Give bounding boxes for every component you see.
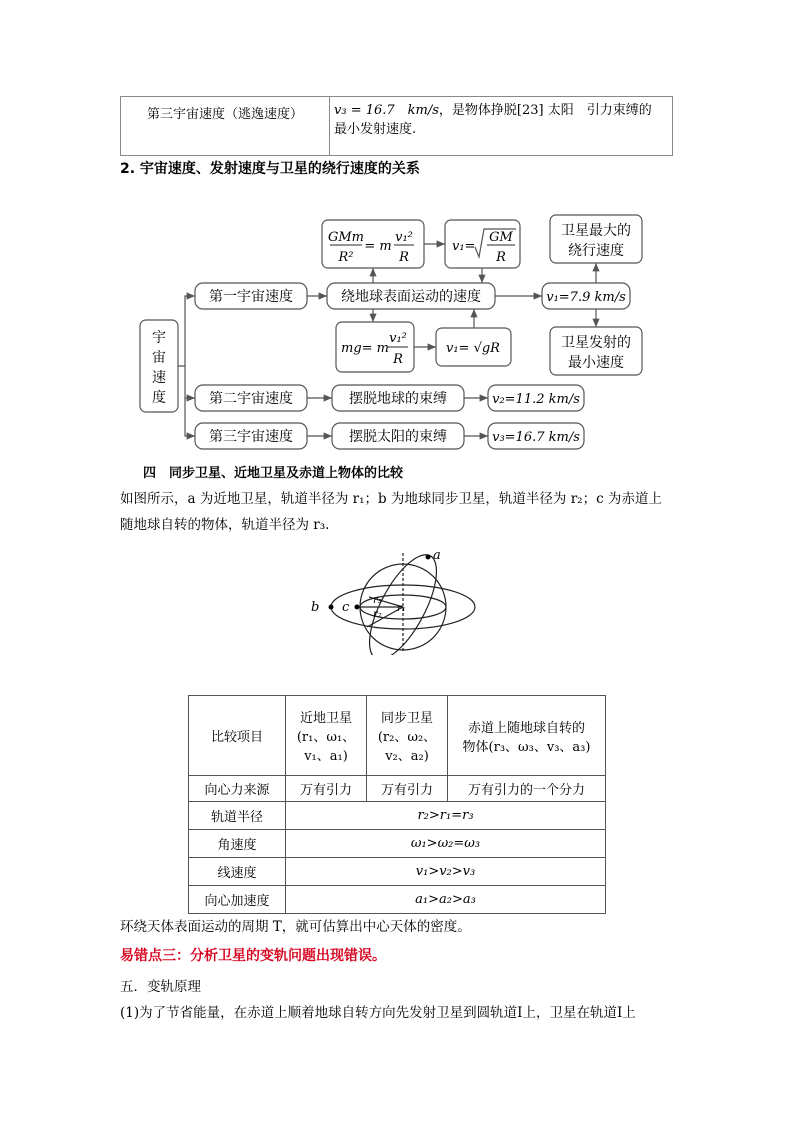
cosmic-velocity-diagram xyxy=(130,205,650,455)
row-force-near: 万有引力 xyxy=(286,776,367,802)
third-cosmic-velocity-desc xyxy=(330,97,673,156)
header-synchronous-title: 同步卫星 xyxy=(380,711,433,726)
v2-value: v₂=11.2 km/s xyxy=(492,392,580,407)
header-synchronous-sub1: (r₂、ω₂、 xyxy=(377,730,437,745)
header-near-earth-sub1: (r₁、ω₁、 xyxy=(296,730,356,745)
row-omega-value: ω₁>ω₂=ω₃ xyxy=(286,830,606,858)
header-equator-object xyxy=(448,696,606,776)
object-b-dot xyxy=(329,605,334,610)
root-char-3: 速 xyxy=(152,370,166,386)
section5-line1: (1)为了节省能量，在赤道上顺着地球自转方向先发射卫星到圆轨道Ⅰ上，卫星在轨道Ⅰ上 xyxy=(120,1005,636,1021)
header-near-earth-title: 近地卫星 xyxy=(299,711,352,726)
row-speed-value: v₁>v₂>v₃ xyxy=(286,858,606,886)
eq2-lhs: v₁= xyxy=(452,239,476,254)
label-a: a xyxy=(433,548,441,563)
min-launch-line2: 最小速度 xyxy=(568,355,624,371)
label-c: c xyxy=(342,600,350,615)
max-orbit-line1: 卫星最大的 xyxy=(561,223,631,239)
row-omega-label: 角速度 xyxy=(189,830,286,858)
desc-line2: 最小发射速度. xyxy=(334,122,417,137)
eq1-num: GMm xyxy=(327,230,365,245)
root-char-2: 宙 xyxy=(152,350,166,366)
section2-title: 2. 宇宙速度、发射速度与卫星的绕行速度的关系 xyxy=(120,161,420,177)
intro-line2: 随地球自转的物体，轨道半径为 r₃. xyxy=(120,517,330,533)
eq1-frac-num: v₁² xyxy=(395,230,413,245)
row-accel-label: 向心加速度 xyxy=(189,886,286,914)
third-cosmic-velocity-label: 第三宇宙速度（逃逸速度） xyxy=(121,97,330,156)
section5-title: 五．变轨原理 xyxy=(120,979,201,995)
v2-label: 第二宇宙速度 xyxy=(209,391,293,407)
object-c-dot xyxy=(355,605,360,610)
row-accel-value: a₁>a₂>a₃ xyxy=(286,886,606,914)
max-orbit-line2: 绕行速度 xyxy=(568,243,624,259)
v3-value: v₃=16.7 km/s xyxy=(492,430,580,445)
orbit-figure xyxy=(305,545,485,655)
header-near-earth-sub2: v₁、a₁) xyxy=(304,749,348,764)
section4-title: 四 同步卫星、近地卫星及赤道上物体的比较 xyxy=(143,466,404,481)
label-r3: r₃ xyxy=(373,595,382,606)
satellite-a-dot xyxy=(426,555,431,560)
row-speed-label: 线速度 xyxy=(189,858,286,886)
eq1-rhs: = m xyxy=(364,239,392,254)
min-launch-line1: 卫星发射的 xyxy=(561,335,631,351)
escape-earth-label: 摆脱地球的束缚 xyxy=(349,391,447,407)
desc-line1: ，是物体挣脱[23] 太阳 引力束缚的 xyxy=(438,103,652,118)
comparison-table xyxy=(188,695,606,914)
eq1-frac-den: R xyxy=(399,250,409,265)
eq3-lhs: mg= m xyxy=(341,341,390,356)
escape-velocity-table xyxy=(120,96,673,156)
row-force-label: 向心力来源 xyxy=(189,776,286,802)
header-synchronous xyxy=(367,696,448,776)
header-synchronous-sub2: v₂、a₂) xyxy=(385,749,429,764)
intro-line1: 如图所示，a 为近地卫星，轨道半径为 r₁；b 为地球同步卫星，轨道半径为 r₂；c 为赤道上 xyxy=(120,491,662,507)
header-item: 比较项目 xyxy=(189,696,286,776)
row-radius-value: r₂>r₁=r₃ xyxy=(286,802,606,830)
row-force-equator: 万有引力的一个分力 xyxy=(448,776,606,802)
row-radius-label: 轨道半径 xyxy=(189,802,286,830)
eq2-den: R xyxy=(496,250,506,265)
eq3-num: v₁² xyxy=(389,331,407,346)
root-char-4: 度 xyxy=(152,390,166,406)
eq2-num: GM xyxy=(489,230,513,245)
label-r2: r₂ xyxy=(373,609,382,620)
row-force-sync: 万有引力 xyxy=(367,776,448,802)
surface-motion-label: 绕地球表面运动的速度 xyxy=(341,289,481,305)
label-b: b xyxy=(311,600,320,615)
error-point-heading: 易错点三：分析卫星的变轨问题出现错误。 xyxy=(120,948,386,964)
escape-sun-label: 摆脱太阳的束缚 xyxy=(349,429,447,445)
header-near-earth xyxy=(286,696,367,776)
formula-v3: v₃ = 16.7 km/s xyxy=(334,103,439,118)
v1-value: v₁=7.9 km/s xyxy=(546,290,626,305)
v3-label: 第三宇宙速度 xyxy=(209,429,293,445)
eq4: v₁= √gR xyxy=(446,341,500,356)
eq3-den: R xyxy=(393,352,403,367)
eq1-den: R² xyxy=(338,250,354,265)
v1-label: 第一宇宙速度 xyxy=(209,289,293,305)
root-char-1: 宇 xyxy=(152,330,166,346)
header-equator-title: 赤道上随地球自转的 xyxy=(467,720,585,736)
header-equator-sub: 物体(r₃、ω₃、v₃、a₃) xyxy=(462,739,591,755)
label-r1: r₁ xyxy=(397,603,406,614)
density-note: 环绕天体表面运动的周期 T，就可估算出中心天体的密度。 xyxy=(120,919,471,935)
